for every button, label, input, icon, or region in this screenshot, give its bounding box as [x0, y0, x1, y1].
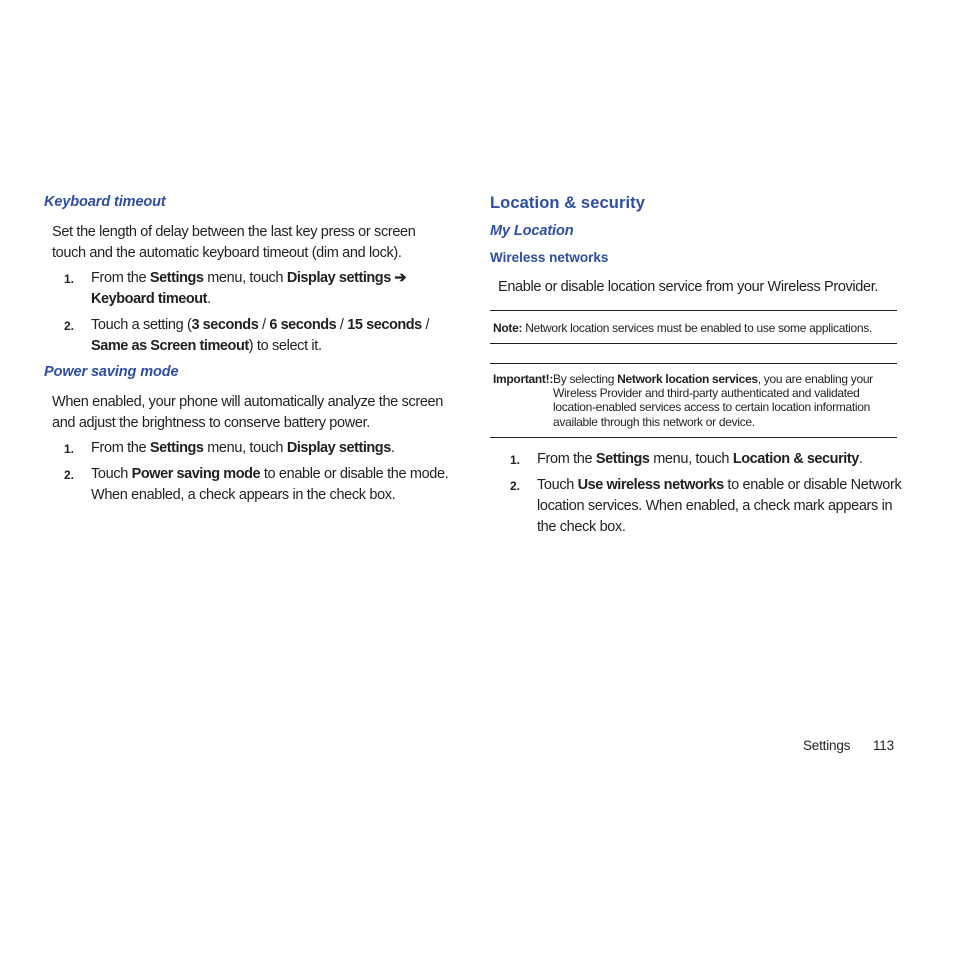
location-step2-line3: the check box.: [537, 519, 626, 535]
important-line2: Wireless Provider and third-party authenticated and validated: [553, 386, 860, 400]
footer-section-name: Settings: [803, 738, 851, 753]
location-step2-line2: location services. When enabled, a check mark appears in: [537, 498, 893, 514]
keyboard-timeout-heading: Keyboard timeout: [44, 194, 166, 210]
important-line3: location-enabled services access to certain location information: [553, 400, 870, 414]
step-number: 1.: [64, 442, 75, 456]
important-line1: By selecting Network location services, you are enabling your: [553, 372, 873, 386]
subsection-title: My Location: [490, 223, 574, 239]
keyboard-timeout-step1-line1: From the Settings menu, touch Display settings ➔: [91, 270, 407, 286]
step-number: 2.: [64, 468, 75, 482]
keyboard-timeout-desc-line1: Set the length of delay between the last key press or screen: [52, 224, 416, 240]
location-desc: Enable or disable location service from your Wireless Provider.: [498, 279, 879, 295]
important-label: Important!:: [493, 372, 554, 386]
power-saving-step1: From the Settings menu, touch Display settings.: [91, 440, 395, 456]
wireless-networks-heading: Wireless networks: [490, 250, 609, 265]
note-label: Note:: [493, 321, 523, 335]
keyboard-timeout-step1-line2: Keyboard timeout.: [91, 291, 211, 307]
section-title: Location & security: [490, 194, 646, 212]
location-step1: From the Settings menu, touch Location & security.: [537, 451, 863, 467]
important-bottom-rule: [490, 437, 897, 438]
important-top-rule: [490, 363, 897, 364]
note-bottom-rule: [490, 343, 897, 344]
location-step2-line1: Touch Use wireless networks to enable or disable Network: [537, 477, 902, 493]
keyboard-timeout-desc-line2: touch and the automatic keyboard timeout (dim and lock).: [52, 245, 402, 261]
step-number: 1.: [64, 272, 75, 286]
step-number: 2.: [510, 479, 521, 493]
important-line4: available through this network or device.: [553, 415, 755, 429]
step-number: 1.: [510, 453, 521, 467]
power-saving-desc-line2: and adjust the brightness to conserve battery power.: [52, 415, 370, 431]
power-saving-desc-line1: When enabled, your phone will automatically analyze the screen: [52, 394, 443, 410]
page-number: 113: [873, 738, 894, 753]
power-saving-heading: Power saving mode: [44, 364, 179, 380]
step-number: 2.: [64, 319, 75, 333]
note-top-rule: [490, 310, 897, 311]
keyboard-timeout-step2-line1: Touch a setting (3 seconds / 6 seconds / 15 seconds /: [91, 317, 430, 333]
power-saving-step2-line2: When enabled, a check appears in the check box.: [91, 487, 396, 503]
power-saving-step2-line1: Touch Power saving mode to enable or disable the mode.: [91, 466, 449, 482]
note-box: Note: Network location services must be enabled to use some applications.: [493, 321, 872, 335]
keyboard-timeout-step2-line2: Same as Screen timeout) to select it.: [91, 338, 322, 354]
